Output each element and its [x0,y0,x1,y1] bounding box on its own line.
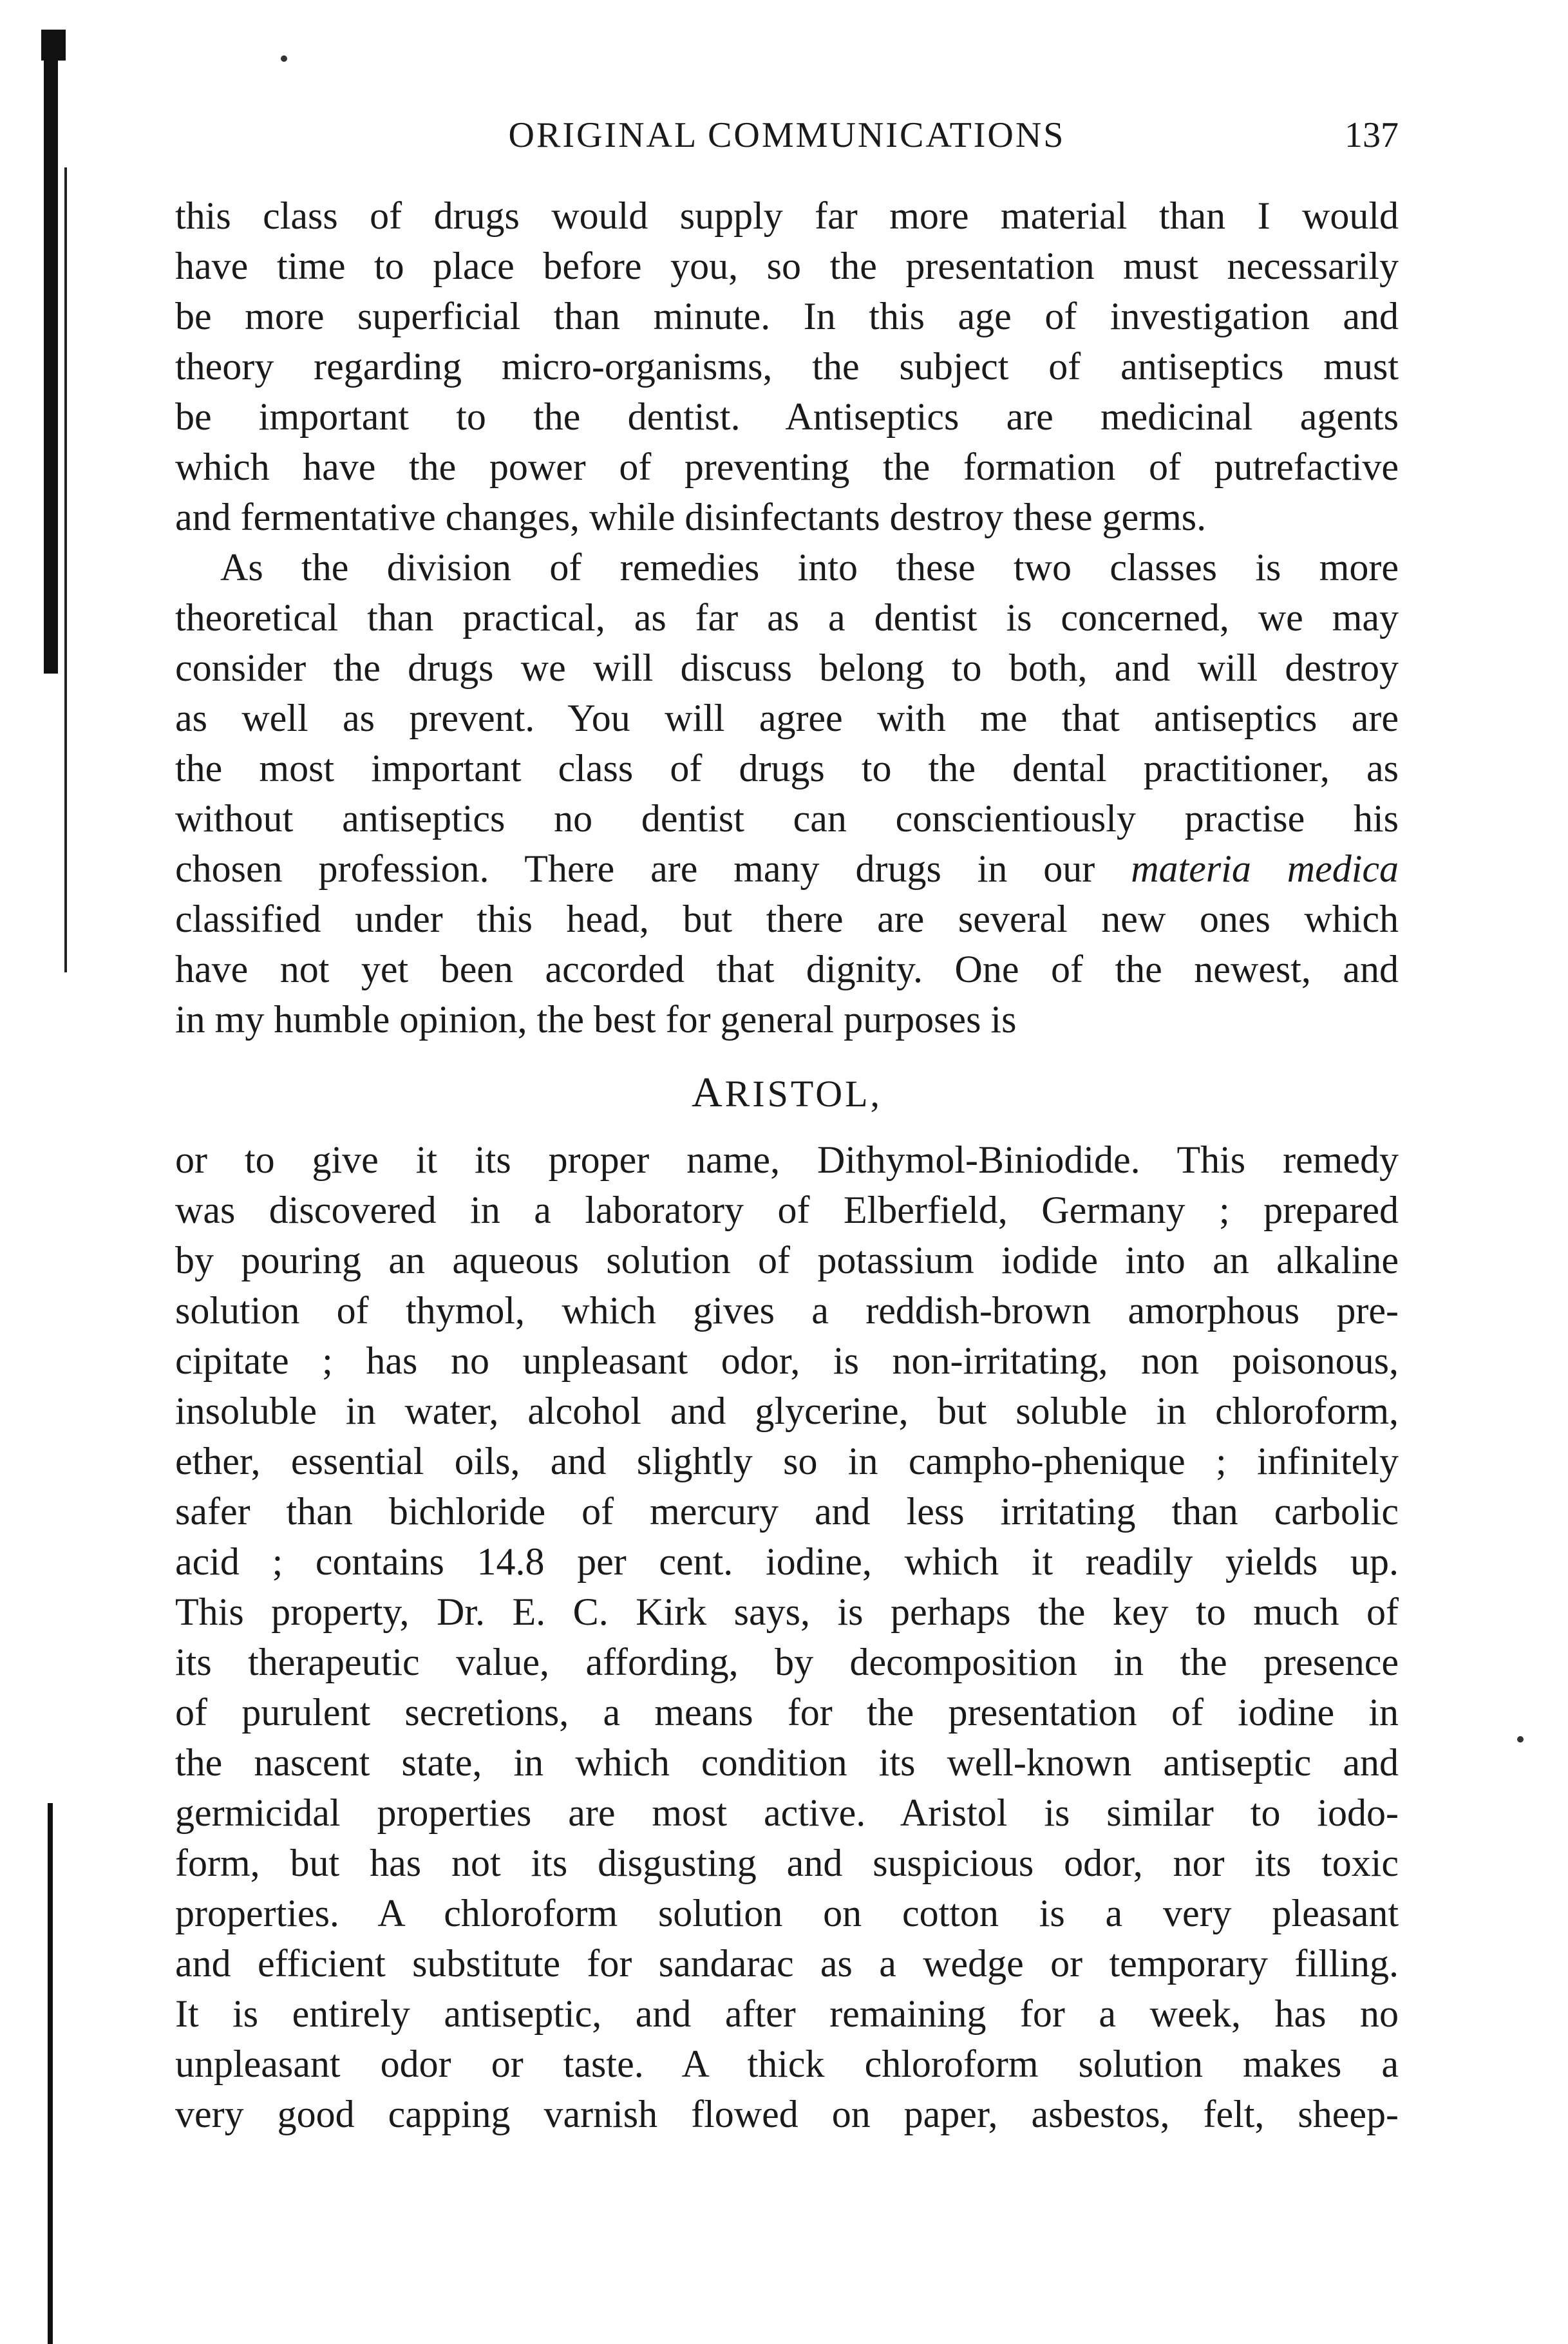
text-run: chosen profession. There are many drugs in our [175,847,1095,890]
text-line: classified under this head, but there are several new ones which [175,898,1399,940]
page-number: 137 [1345,115,1399,155]
heading-rest: RISTOL, [724,1073,883,1115]
text-line: safer than bichloride of mercury and less irritating than carbolic [175,1490,1399,1533]
scan-edge-bar [44,30,58,674]
text-line: unpleasant odor or taste. A thick chloroform solution makes a [175,2043,1399,2085]
text-line: This property, Dr. E. C. Kirk says, is perhaps the key to much of [175,1591,1399,1633]
scan-edge-bar-lower [48,1803,53,2344]
text-line: of purulent secretions, a means for the presentation of iodine in [175,1691,1399,1734]
text-line: theory regarding micro-organisms, the subject of antiseptics must [175,345,1399,388]
paragraph-2 [175,542,1399,1044]
text-line: properties. A chloroform solution on cotton is a very pleasant [175,1892,1399,1934]
text-line: in my humble opinion, the best for general purposes is [175,998,1017,1041]
text-line: It is entirely antiseptic, and after remaining for a week, has no [175,1992,1399,2035]
paragraph-1 [175,191,1399,542]
text-line: by pouring an aqueous solution of potassium iodide into an alkaline [175,1239,1399,1281]
text-line [175,844,1399,894]
text-line: without antiseptics no dentist can conscientiously practise his [175,797,1399,840]
text-line: be important to the dentist. Antiseptics are medicinal agents [175,395,1399,438]
text-line: was discovered in a laboratory of Elberfield, Germany ; prepared [175,1189,1399,1231]
text-line: As the division of remedies into these two classes is more [220,546,1399,589]
paragraph-3 [175,1135,1399,2139]
text-line: have time to place before you, so the presentation must necessarily [175,245,1399,287]
text-line: very good capping varnish flowed on paper, asbestos, felt, sheep- [175,2093,1399,2135]
text-line: the most important class of drugs to the dental practitioner, as [175,747,1399,789]
text-line: germicidal properties are most active. Aristol is similar to iodo- [175,1791,1399,1834]
scan-edge-line [64,167,67,972]
text-line: as well as prevent. You will agree with me that antiseptics are [175,697,1399,739]
text-line: its therapeutic value, affording, by decomposition in the presence [175,1641,1399,1683]
section-heading [175,1057,1399,1128]
text-line: solution of thymol, which gives a reddish-brown amorphous pre- [175,1289,1399,1332]
text-line: form, but has not its disgusting and suspicious odor, nor its toxic [175,1842,1399,1884]
text-line: insoluble in water, alcohol and glycerine, but soluble in chloroform, [175,1390,1399,1432]
text-line: or to give it its proper name, Dithymol-Biniodide. This remedy [175,1139,1399,1181]
text-line: which have the power of preventing the formation of putrefactive [175,446,1399,488]
page-body [175,191,1399,2139]
running-head: ORIGINAL COMMUNICATIONS [508,115,1066,155]
text-line: the nascent state, in which condition its well-known antiseptic and [175,1741,1399,1784]
text-line: ether, essential oils, and slightly so in campho-phenique ; infinitely [175,1440,1399,1482]
text-line: be more superficial than minute. In this age of investigation and [175,295,1399,337]
text-line: consider the drugs we will discuss belong to both, and will destroy [175,647,1399,689]
text-line: cipitate ; has no unpleasant odor, is non-irritating, non poisonous, [175,1339,1399,1382]
scan-speck [281,55,287,62]
text-line: and efficient substitute for sandarac as a wedge or temporary filling. [175,1942,1399,1985]
text-line: theoretical than practical, as far as a dentist is concerned, we may [175,596,1399,639]
page-header [175,109,1399,161]
text-line: have not yet been accorded that dignity. One of the newest, and [175,948,1399,990]
text-line: acid ; contains 14.8 per cent. iodine, which it readily yields up. [175,1540,1399,1583]
scan-speck [1517,1736,1524,1743]
heading-initial: A [691,1069,725,1116]
text-line: this class of drugs would supply far more material than I would [175,194,1399,237]
italic-term: materia medica [1131,847,1399,890]
text-line: and fermentative changes, while disinfectants destroy these germs. [175,496,1207,538]
